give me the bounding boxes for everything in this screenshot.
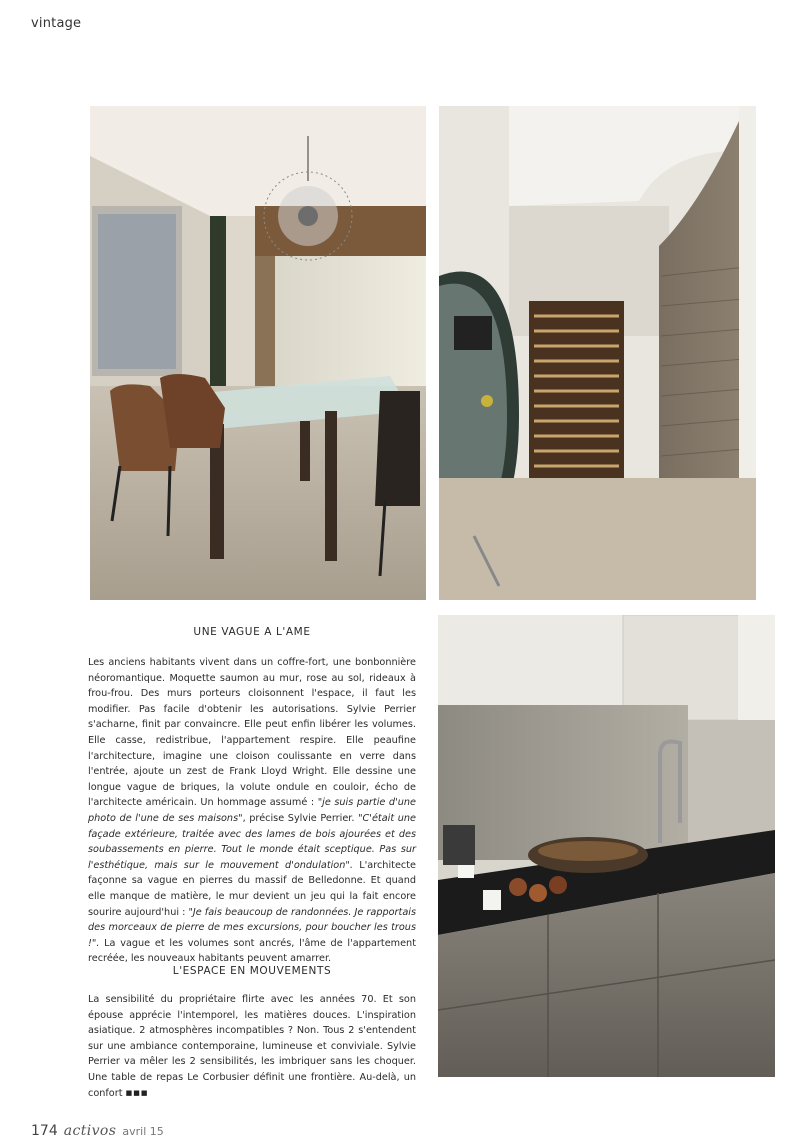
article-paragraph-1: Les anciens habitants vivent dans un coffre-fort, une bonbonnière néoromantique. Moquette saumon au mur, rose au sol, rideaux à frou-frou. Des murs porteurs cloisonnent l'espace, il faut les modifier. Pas facile d'obtenir les autorisations. Sylvie Perrier s'acharne, finit par convaincre. Elle peut enfin libérer les volumes. Elle casse, redistribue, l'appartement respire. Elle peaufine l'architecture, imagine une cloison coulissante en verre dans l'entrée, ajoute un zest de Frank Lloyd Wright. Elle dessine une longue vague de briques, la volute ondule en couloir, écho de l'architecte américain. Un hommage assumé : "je suis partie d'une photo de l'une de ses maisons", précise Sylvie Perrier. "C'était une façade extérieure, traitée avec des lames de bois ajourées et des soubassements en pierre. Tout le monde était sceptique. Pas sur l'esthétique, mais sur le mouvement d'ondulation". L'architecte façonne sa vague en pierres du massif de Belledonne. Et quand elle manque de matière, le mur devient un jeu qui la fait encore sourire aujourd'hui : "Je fais beaucoup de randonnées. Je rapportais des morceaux de pierre de mes excursions, pour boucher les trous !". La vague et les volumes sont ancrés, l'âme de l'appartement recréée, les nouveaux habitants peuvent amarrer. [88,657,417,965]
page-footer [31,1123,164,1139]
section-label: vintage [31,16,82,31]
page-number: 174 [31,1123,58,1139]
photo-dining-room [90,106,426,600]
photo-kitchen [438,615,775,1077]
heading-espace-mouvements: L'ESPACE EN MOUVEMENTS [172,965,332,977]
magazine-brand: activos [63,1123,117,1139]
article-paragraph-2: La sensibilité du propriétaire flirte avec les années 70. Et son épouse apprécie l'intemporel, les matières douces. L'inspiration asiatique. 2 atmosphères incompatibles ? Non. Tous 2 s'entendent sur une ambiance contemporaine, lumineuse et conviviale. Sylvie Perrier va mêler les 2 sensibilités, les imbriquer sans les choquer. Une table de repas Le Corbusier définit une frontière. Au-delà, un confort ■■■ [88,992,416,1101]
heading-une-vague: UNE VAGUE A L'AME [193,626,311,638]
photo-hallway [439,106,756,600]
end-mark: ■■■ [125,1088,149,1097]
issue-date: avril 15 [122,1125,164,1138]
